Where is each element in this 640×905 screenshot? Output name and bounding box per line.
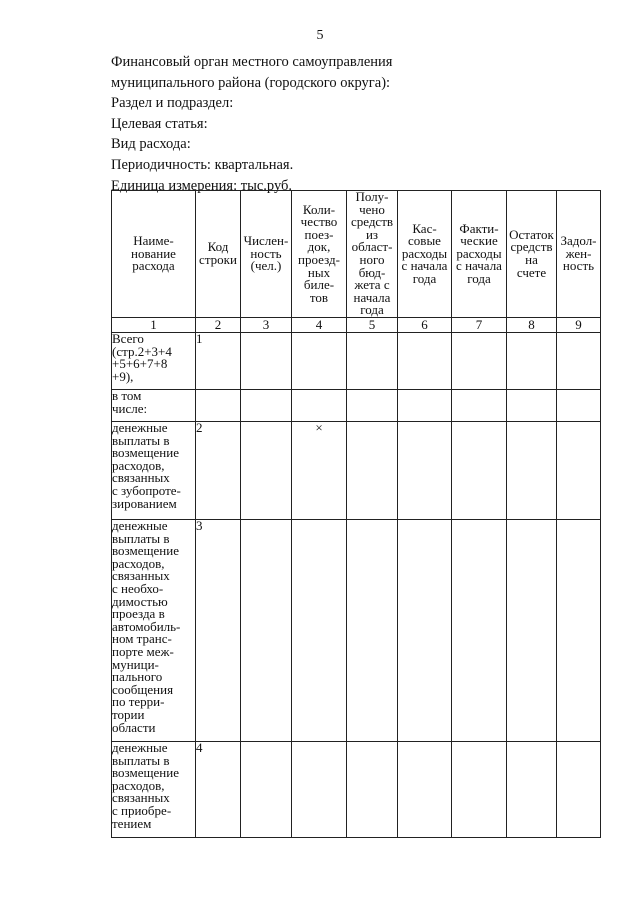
page-number: 5 xyxy=(316,28,324,43)
column-number: 4 xyxy=(292,318,347,333)
column-number: 6 xyxy=(398,318,452,333)
expense-report-table xyxy=(111,190,601,838)
table-cell xyxy=(507,742,557,838)
table-row xyxy=(112,520,601,742)
table-cell xyxy=(452,390,507,422)
header-line-target-article: Целевая статья: xyxy=(111,115,208,132)
column-header-debt: Задол- жен- ность xyxy=(557,191,601,318)
table-cell xyxy=(398,333,452,390)
table-cell xyxy=(507,422,557,520)
table-cell xyxy=(398,520,452,742)
table-cell xyxy=(507,390,557,422)
table-cell xyxy=(292,390,347,422)
table-cell xyxy=(241,333,292,390)
header-line-periodicity: Периодичность: квартальная. xyxy=(111,156,294,173)
row-code: 4 xyxy=(196,742,241,838)
row-code xyxy=(196,390,241,422)
row-name-intermunicipal-travel: денежные выплаты в возмещение расходов, связанных с необхо- димостью проезда в автомобиль- ном транс- порте меж- муници- пального сообщения по терри- тории области xyxy=(112,520,196,742)
row-name-including: в том числе: xyxy=(112,390,196,422)
column-number: 1 xyxy=(112,318,196,333)
column-header-name: Наиме- нование расхода xyxy=(112,191,196,318)
column-number: 2 xyxy=(196,318,241,333)
row-name-dental-prosthetics: денежные выплаты в возмещение расходов, связанных с зубопроте- зированием xyxy=(112,422,196,520)
column-header-code: Код строки xyxy=(196,191,241,318)
not-applicable-mark: × xyxy=(292,422,347,520)
column-number: 5 xyxy=(347,318,398,333)
table-cell xyxy=(507,520,557,742)
table-row xyxy=(112,422,601,520)
header-line-section: Раздел и подраздел: xyxy=(111,95,234,112)
table-cell xyxy=(347,333,398,390)
table-cell xyxy=(347,422,398,520)
table-cell xyxy=(241,742,292,838)
table-header-row xyxy=(112,191,601,318)
column-number: 9 xyxy=(557,318,601,333)
table-cell xyxy=(452,422,507,520)
table-cell xyxy=(292,333,347,390)
table-cell xyxy=(241,390,292,422)
table-cell xyxy=(452,333,507,390)
column-number-row xyxy=(112,318,601,333)
table-cell xyxy=(557,390,601,422)
table-cell xyxy=(557,333,601,390)
table-cell xyxy=(398,742,452,838)
table-cell xyxy=(398,390,452,422)
column-header-trips-count: Коли- чество поез- док, проезд- ных биле- тов xyxy=(292,191,347,318)
table-cell xyxy=(241,520,292,742)
table-cell xyxy=(557,742,601,838)
table-cell xyxy=(347,390,398,422)
column-header-cash-expenses: Кас- совые расходы с начала года xyxy=(398,191,452,318)
table-cell xyxy=(452,742,507,838)
header-line-unit: Единица измерения: тыс.руб. xyxy=(111,177,293,194)
column-header-funds-received: Полу- чено средств из област- ного бюд- жета с начала года xyxy=(347,191,398,318)
table-cell xyxy=(507,333,557,390)
row-code: 1 xyxy=(196,333,241,390)
table-row xyxy=(112,742,601,838)
table-row xyxy=(112,333,601,390)
table-cell xyxy=(557,520,601,742)
header-line-municipality: муниципального района (городского округа): xyxy=(111,74,391,91)
table-cell xyxy=(292,742,347,838)
table-cell xyxy=(347,520,398,742)
row-name-acquisition: денежные выплаты в возмещение расходов, связанных с приобре- тением xyxy=(112,742,196,838)
column-number: 7 xyxy=(452,318,507,333)
row-code: 2 xyxy=(196,422,241,520)
header-line-expense-type: Вид расхода: xyxy=(111,136,191,153)
column-header-headcount: Числен- ность (чел.) xyxy=(241,191,292,318)
row-name-total: Всего (стр.2+3+4 +5+6+7+8 +9), xyxy=(112,333,196,390)
column-number: 8 xyxy=(507,318,557,333)
column-header-actual-expenses: Факти- ческие расходы с начала года xyxy=(452,191,507,318)
row-code: 3 xyxy=(196,520,241,742)
table-cell xyxy=(241,422,292,520)
table-cell xyxy=(557,422,601,520)
column-header-account-balance: Остаток средств на счете xyxy=(507,191,557,318)
table-cell xyxy=(292,520,347,742)
report-header xyxy=(111,52,392,196)
table-row xyxy=(112,390,601,422)
table-cell xyxy=(452,520,507,742)
column-number: 3 xyxy=(241,318,292,333)
table-cell xyxy=(347,742,398,838)
table-cell xyxy=(398,422,452,520)
header-line-finance-body: Финансовый орган местного самоуправления xyxy=(111,54,393,70)
